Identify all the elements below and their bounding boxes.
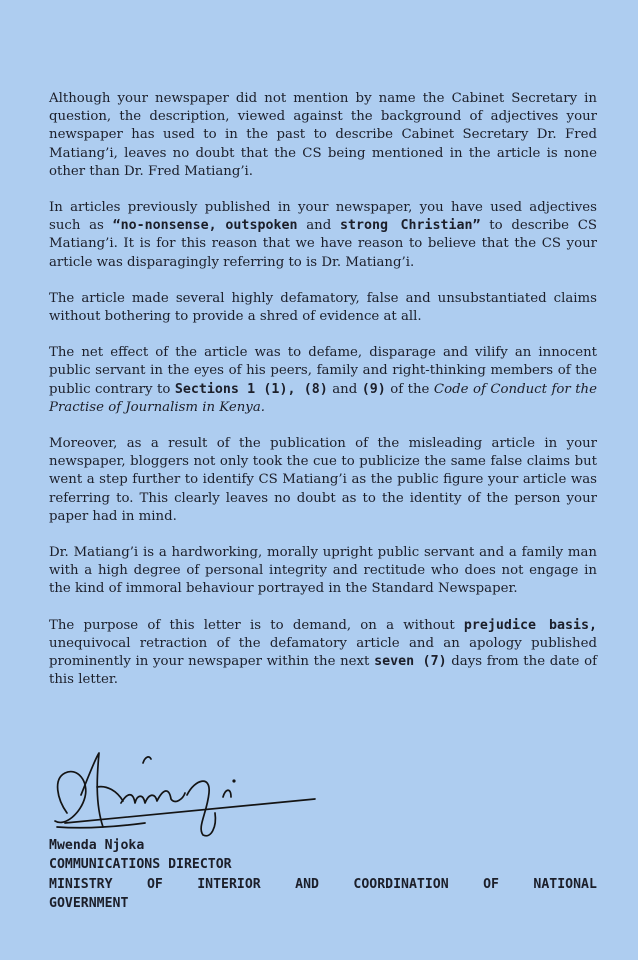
letter-paragraph [49,544,597,599]
paragraph-text: Moreover, as a result of the publication of the misleading article in your newspaper, bloggers not only took the cue to publicize the same false claims but went a step further to identify CS Matiang’i as the public figure your article was referring to. This clearly leaves no doubt as to the identity of the person your paper had in mind. [49,436,597,524]
ministry-line-2: GOVERNMENT [49,896,129,912]
letter-paragraph [49,344,597,417]
paragraph-text: and [327,381,362,397]
paragraph-text: of the [385,381,434,397]
emphasis-bold: prejudice basis, [463,617,597,633]
handwritten-signature [45,735,330,845]
paragraph-text: The net effect of the article was to defame, disparage and vilify an innocent public servant in the eyes of his peers, family and right-thinking members of the public contrary to [49,345,597,397]
emphasis-bold: (9) [361,381,386,397]
emphasis-bold: strong Christian” [339,218,481,234]
paragraph-text: Although your newspaper did not mention by name the Cabinet Secretary in question, the description, viewed against the background of adjectives your newspaper has used to in the past to describe Cabinet Secretary Dr. Fred Matiang’i, leaves no doubt that the CS being mentioned in the article is none other than Dr. Fred Matiang’i. [49,91,597,179]
letter-paragraph [49,199,597,272]
ministry-word: AND [295,876,319,892]
signatory-title: COMMUNICATIONS DIRECTOR [49,857,232,873]
ministry-line [49,875,597,894]
ministry-word: OF [483,876,499,892]
emphasis-bold: “no-nonsense, [112,218,217,234]
letter-body [49,90,597,689]
paragraph-text: The purpose of this letter is to demand, on a without [49,617,464,633]
paragraph-text: days from the date of this letter. [49,654,598,688]
letter-paragraph [49,435,597,526]
emphasis-bold: Sections 1 (1), (8) [174,381,328,397]
letter-paragraph [49,290,597,326]
ministry-word: NATIONAL [533,876,597,892]
emphasis-italic: Code of Conduct for the Practise of Journalism in Kenya. [49,381,597,415]
paragraph-text: and [297,218,340,234]
paragraph-text: to describe CS Matiang’i. It is for this reason that we have reason to believe that the CS your article was disparagingly referring to is Dr. Matiang’i. [49,218,597,270]
letter-paragraph [49,617,597,690]
ministry-word: OF [146,876,163,892]
ministry-word: MINISTRY [49,876,113,892]
signature-block [49,836,597,914]
paragraph-text: The article made several highly defamatory, false and unsubstantiated claims without bothering to provide a shred of evidence at all. [49,290,597,325]
ministry-word: COORDINATION [353,876,449,892]
paragraph-text: unequivocal retraction of the defamatory article and an apology published prominently in your newspaper within the next [49,635,597,670]
signatory-name: Mwenda Njoka [49,838,145,853]
emphasis-bold: seven (7) [374,654,447,670]
ministry-word: INTERIOR [197,876,261,892]
paragraph-text: In articles previously published in your newspaper, you have used adjectives such as [49,200,597,234]
letter-paragraph [49,90,597,181]
emphasis-bold: outspoken [225,218,298,234]
paragraph-text: Dr. Matiang’i is a hardworking, morally upright public servant and a family man with a high degree of personal integrity and rectitude who does not engage in the kind of immoral behaviour portrayed in the Standard Newspaper. [49,545,597,597]
